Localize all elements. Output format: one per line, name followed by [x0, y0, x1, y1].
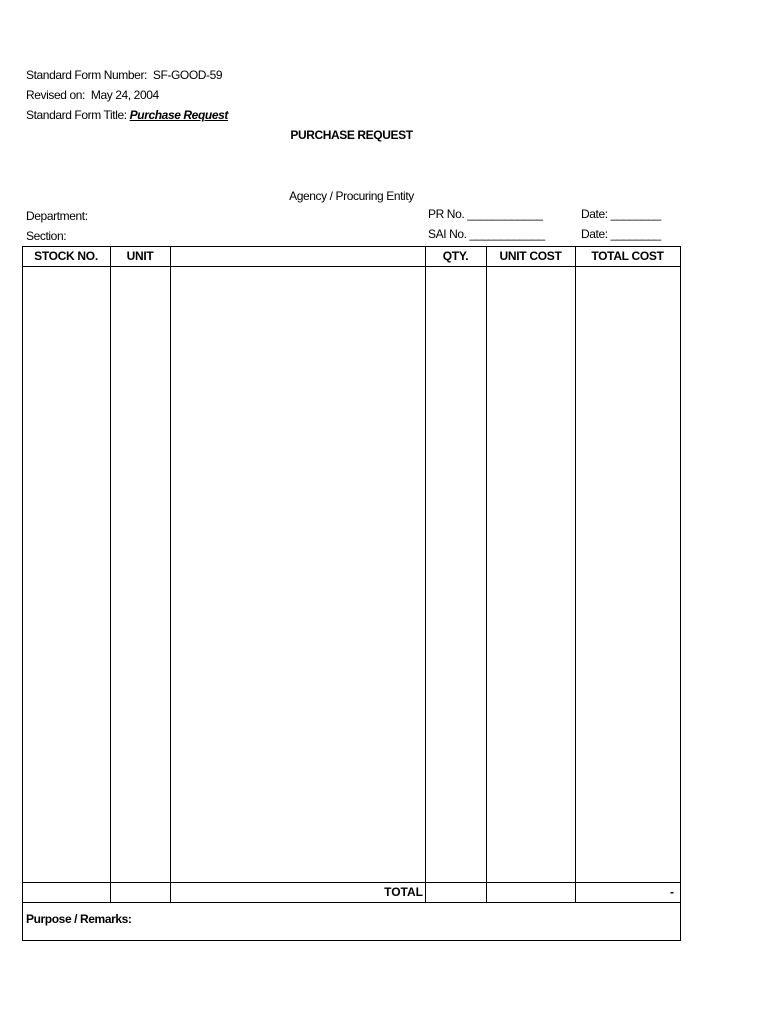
column-divider [170, 246, 171, 903]
column-divider [486, 246, 487, 903]
header-unit: UNIT [126, 249, 154, 263]
section-label: Section: [26, 229, 67, 243]
date-field-2[interactable]: Date: ________ [581, 227, 661, 241]
revised-value: May 24, 2004 [90, 88, 159, 102]
date-field-1[interactable]: Date: ________ [581, 207, 661, 221]
column-divider [110, 246, 111, 903]
table-border-right [680, 246, 681, 941]
form-title-line [26, 108, 228, 122]
header-total-cost: TOTAL COST [591, 249, 664, 263]
revised-label: Revised on: [26, 88, 85, 102]
column-divider [425, 246, 426, 903]
form-number-label: Standard Form Number: [26, 68, 147, 82]
total-value: - [670, 885, 674, 899]
column-divider [575, 246, 576, 903]
header-divider [22, 266, 681, 267]
header-qty: QTY. [442, 249, 469, 263]
form-number-line [26, 68, 222, 82]
form-title-value: Purchase Request [129, 108, 228, 122]
header-unit-cost: UNIT COST [499, 249, 562, 263]
form-title-label: Standard Form Title: [26, 108, 127, 122]
form-number-value: SF-GOOD-59 [152, 68, 223, 82]
header-stock-no: STOCK NO. [34, 249, 98, 263]
sai-number-field[interactable]: SAI No. ____________ [428, 227, 545, 241]
agency-label: Agency / Procuring Entity [289, 189, 414, 203]
purchase-table [22, 246, 681, 941]
total-row-bottom [22, 902, 681, 903]
department-label: Department: [26, 209, 88, 223]
pr-number-field[interactable]: PR No. ____________ [428, 207, 543, 221]
header-description [170, 246, 425, 266]
total-label: TOTAL [384, 885, 423, 899]
page-title: PURCHASE REQUEST [290, 128, 413, 142]
table-border-left [22, 246, 23, 941]
table-border-bottom [22, 940, 681, 941]
revised-line [26, 88, 159, 102]
remarks-label: Purpose / Remarks: [26, 912, 132, 926]
